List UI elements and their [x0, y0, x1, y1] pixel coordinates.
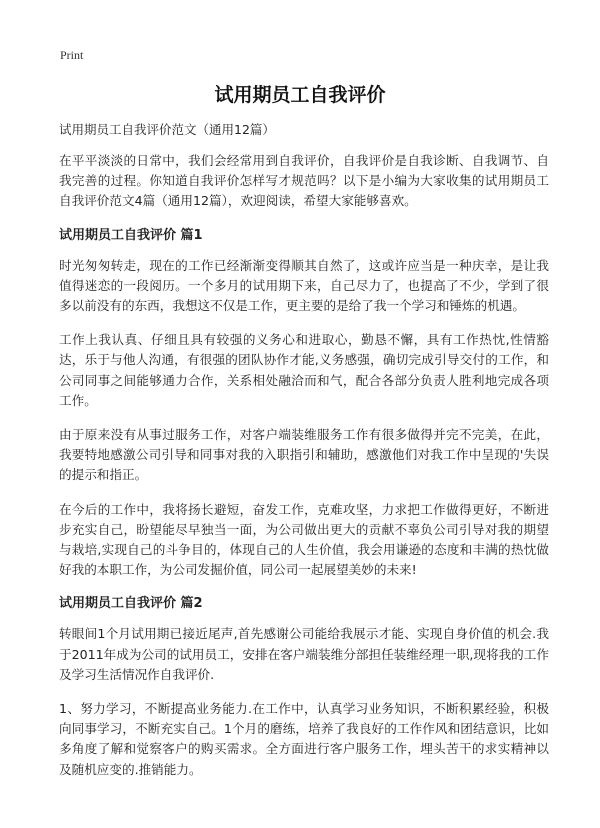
section-paragraph: 由于原来没有从事过服务工作，对客户端装维服务工作有很多做得并完不完美，在此，我要特地感激公司引导和同事对我的入职指引和辅助，感激他们对我工作中呈现的'失误的提示和指正。 [59, 427, 549, 483]
section-paragraph: 1、努力学习，不断提高业务能力.在工作中，认真学习业务知识，不断积累经验，积极向同事学习，不断充实自己。1个月的磨练，培养了我良好的工作作风和团结意识，比如多角度了解和觉察客户的购买需求。全方面进行客户服务工作，埋头苦干的求实精神以及随机应变的.推销能力。 [59, 701, 549, 777]
print-label[interactable]: Print [60, 48, 84, 62]
document-subtitle: 试用期员工自我评价范文（通用12篇） [59, 122, 275, 137]
document-title: 试用期员工自我评价 [214, 84, 386, 106]
section-heading: 试用期员工自我评价 篇2 [59, 596, 203, 612]
section-paragraph: 时光匆匆转走，现在的工作已经渐渐变得顺其自然了，这或许应当是一种庆幸，是让我值得迷恋的一段阅历。一个多月的试用期下来，自己尽力了，也提高了不少，学到了很多以前没有的东西，我想这不仅是工作，更主要的是给了我一个学习和锤炼的机遇。 [59, 257, 549, 314]
section-1 [59, 226, 549, 581]
section-paragraph: 工作上我认真、仔细且具有较强的义务心和进取心，勤恳不懈，具有工作热忱,性情豁达，乐于与他人沟通，有很强的团队协作才能,义务感强，确切完成引导交付的工作，和公司同事之间能够通力合作，关系相处融洽而和气，配合各部分负责人胜利地完成各项工作。 [59, 332, 549, 408]
section-paragraph: 转眼间1个月试用期已接近尾声,首先感谢公司能给我展示才能、实现自身价值的机会.我于2011年成为公司的试用员工，安排在客户端装维分部担任装维经理一职,现将我的工作及学习生活情况作自我评价. [59, 626, 549, 682]
section-heading: 试用期员工自我评价 篇1 [59, 227, 203, 243]
section-2 [59, 594, 549, 779]
section-paragraph: 在今后的工作中，我将扬长避短，奋发工作，克难攻坚，力求把工作做得更好，不断进步充实自己，盼望能尽早独当一面，为公司做出更大的贡献不辜负公司引导对我的期望与栽培,实现自己的斗争目的，体现自己的人生价值，我会用谦逊的态度和丰满的热忱做好我的本职工作，为公司发掘价值，同公司一起展望美妙的未来! [59, 501, 549, 578]
intro-paragraph: 在平平淡淡的日常中，我们会经常用到自我评价，自我评价是自我诊断、自我调节、自我完善的过程。你知道自我评价怎样写才规范吗？以下是小编为大家收集的试用期员工自我评价范文4篇（通用12篇），欢迎阅读，希望大家能够喜欢。 [59, 153, 549, 209]
document-body [59, 121, 549, 794]
